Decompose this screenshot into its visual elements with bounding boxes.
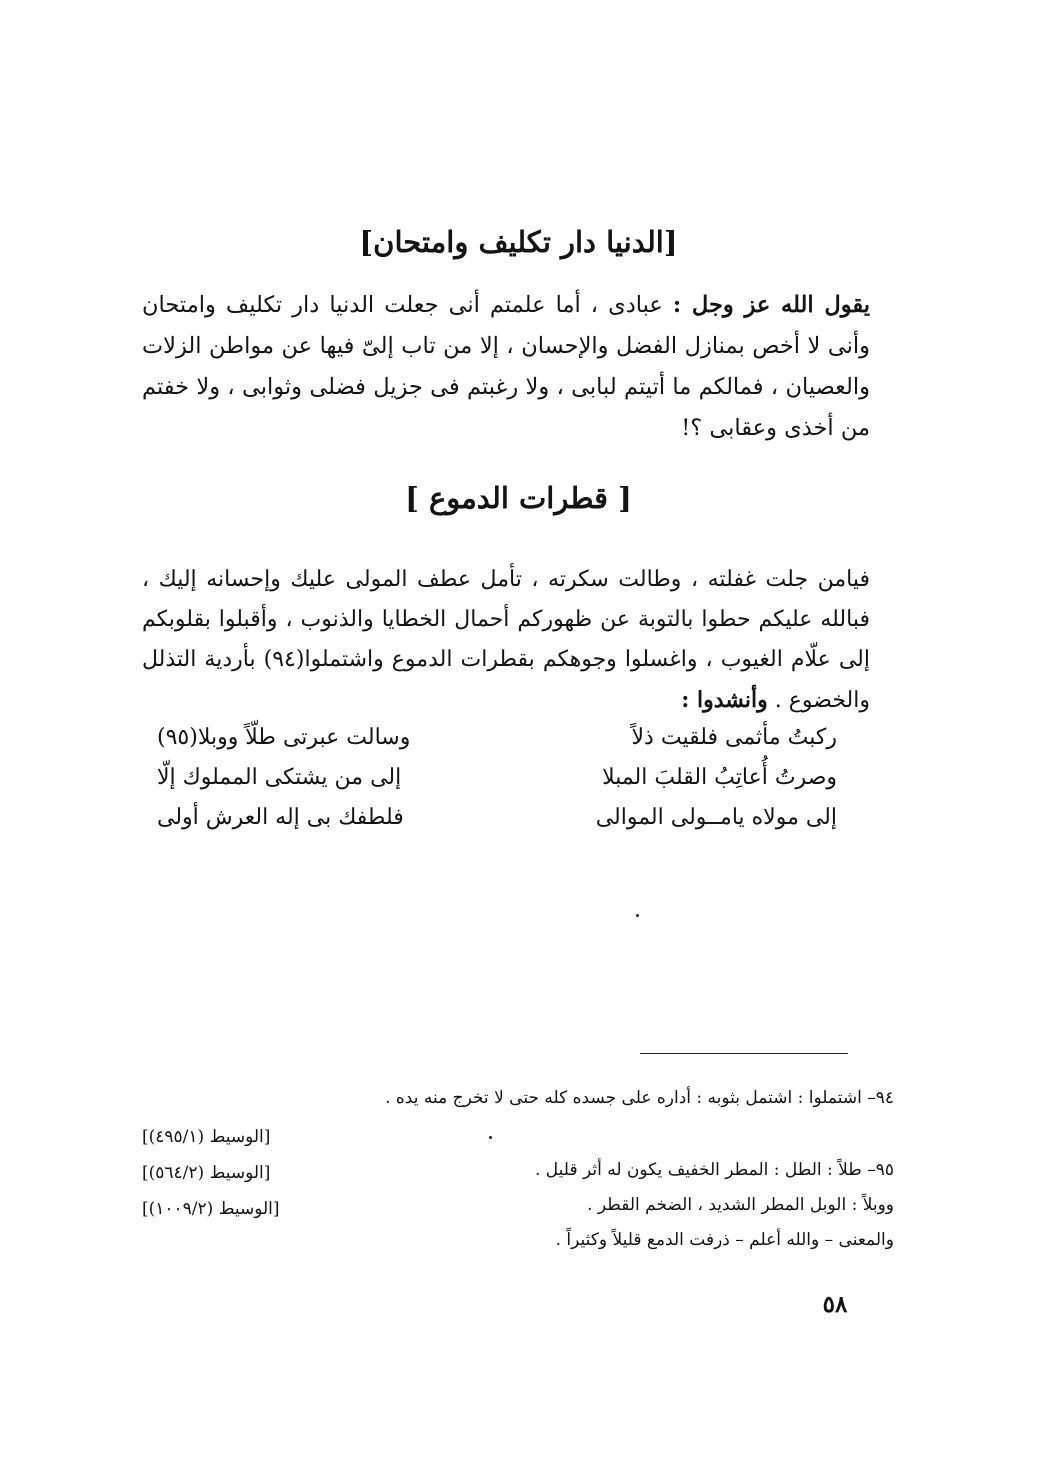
- poem-verse: [157, 798, 837, 838]
- paragraph-body: فيامن جلت غفلته ، وطالت سكرته ، تأمل عطف المولى عليك وإحسانه إليك ، فبالله عليكم حطوا بالتوبة عن ظهوركم أحمال الخطايا والذنوب ، وأقبلوا بقلوبكم إلى علّام الغيوب ، واغسلوا وجوهكم بقطرات الدموع واشتملوا(٩٤) بأردية التذلل والخضوع .: [142, 567, 870, 713]
- paragraph-lead: يقول الله عز وجل :: [672, 292, 871, 318]
- footnote-94: ٩٤– اشتملوا : اشتمل بثوبه : أداره على جسده كله حتى لا تخرج منه يده .: [385, 1088, 894, 1108]
- section-paragraph-world-test: [142, 285, 870, 449]
- verse-second-hemistich: فلطفك بى إله العرش أولى: [157, 805, 404, 830]
- footnote-95-line: ووبلاً : الوبل المطر الشديد ، الضخم القطر .: [587, 1195, 894, 1215]
- page-number: ٥٨: [822, 1291, 848, 1318]
- section-heading-tear-drops: [ قطرات الدموع ]: [405, 481, 632, 515]
- verse-first-hemistich: ركبتُ مأثمى فلقيت ذلاً: [631, 725, 837, 750]
- print-speck: [489, 1136, 492, 1139]
- verse-second-hemistich: إلى من يشتكى المملوك إلّا: [157, 765, 402, 790]
- poem-verse: [157, 718, 837, 758]
- poem-verse: [157, 758, 837, 798]
- section-paragraph-tear-drops: [142, 560, 870, 721]
- print-speck: [636, 914, 639, 917]
- footnote-95-line: ٩٥– طلاً : الطل : المطر الخفيف يكون له أثر قليل .: [535, 1160, 894, 1180]
- footnote-separator: [640, 1053, 848, 1054]
- footnote-95-reference: [الوسيط (١٠٠٩/٢)]: [142, 1199, 280, 1219]
- poem-intro: وأنشدوا :: [681, 687, 768, 713]
- verse-first-hemistich: إلى مولاه يامــولى الموالى: [595, 805, 837, 830]
- verse-second-hemistich: وسالت عبرتى طلّاً ووبلا(٩٥): [157, 725, 411, 750]
- footnote-95-line: والمعنى – والله أعلم – ذرفت الدمع قليلاً وكثيراً .: [555, 1230, 894, 1250]
- paragraph-body: عبادى ، أما علمتم أنى جعلت الدنيا دار تكليف وامتحان وأنى لا أخص بمنازل الفضل والإحسان ، إلا من تاب إلىّ فيها عن مواطن الزلات والعصيان ، فمالكم ما أتيتم لبابى ، ولا رغبتم فى جزيل فضلى وثوابى ، ولا خفتم من أخذى وعقابى ؟!: [142, 292, 870, 441]
- footnote-95-reference: [الوسيط (٥٦٤/٢)]: [142, 1163, 271, 1183]
- section-heading-world-test: [الدنيا دار تكليف وامتحان]: [359, 225, 678, 259]
- verse-first-hemistich: وصرتُ أُعاتِبُ القلبَ المبلا: [602, 765, 837, 790]
- footnote-94-reference: [الوسيط (٤٩٥/١)]: [142, 1127, 271, 1147]
